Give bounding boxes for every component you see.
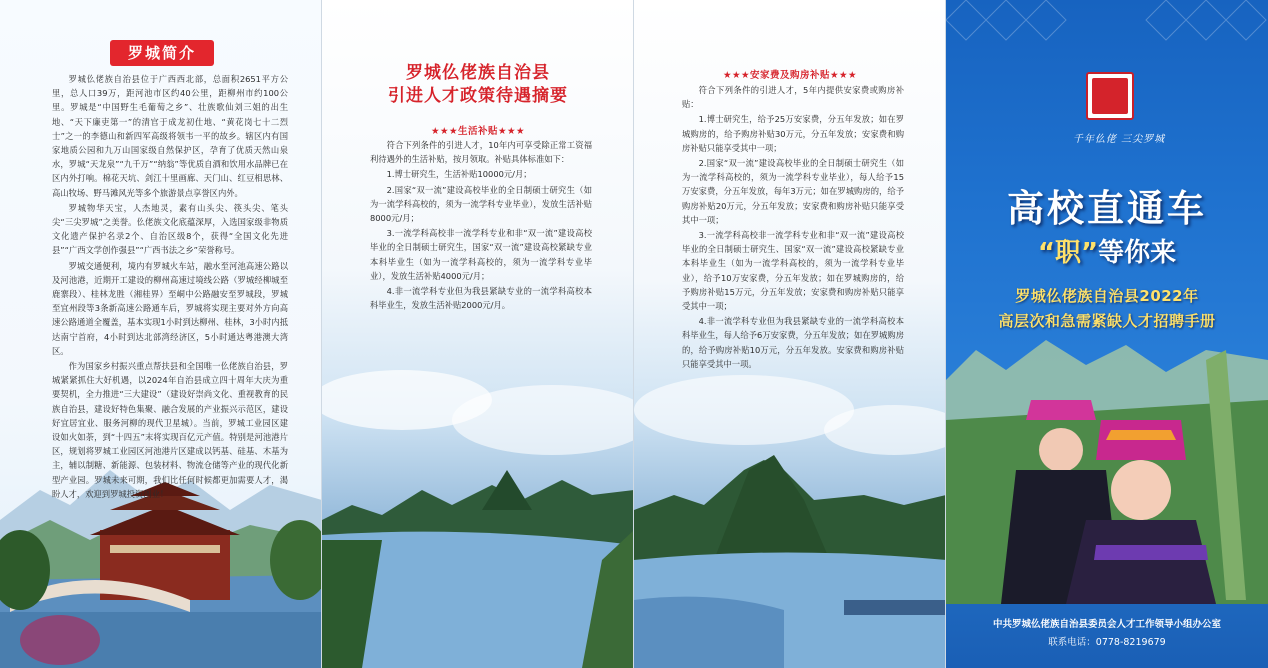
living-subsidy-heading: ★★★生活补贴★★★ bbox=[430, 126, 526, 137]
intro-paragraph: 罗城物华天宝，人杰地灵，素有山头尖、筷头尖、笔头尖“三尖罗城”之美誉。仫佬族文化底蕴深厚，入选国家级非物质文化遗产保护名录2个、自治区级8个，获得“全国文化先进县”“广西文学创作强县”“广西书法之乡”荣誉称号。 bbox=[52, 202, 288, 256]
housing-paragraph: 1.博士研究生，给予25万安家费，分五年发放；如在罗城购房的，给予购房补贴30万元，分五年发放；安家费和购房补贴只能享受其中一项； bbox=[682, 114, 904, 153]
policy-paragraph: 2.国家“双一流”建设高校毕业的全日制硕士研究生（如为一流学科高校的，须为一流学科专业毕业），发放生活补贴8000元/月； bbox=[370, 184, 592, 224]
intro-paragraph: 作为国家乡村振兴重点帮扶县和全国唯一仫佬族自治县，罗城紧紧抓住大好机遇，以2024年自治县成立四十周年大庆为重要契机，全力推进“三大建设”（建设好崇尚文化、重视教育的民族自治县，建设好特色集聚、融合发展的产业振兴示范区，建设好宜居宜业、服务河柳的现代卫星城）。当前，罗城工业园区建设如火如荼，到“十四五”末将实现百亿元产值。特别是河池港片区，规划将罗城工业园区河池港片区建成以钙基、硅基、木基为主，辅以制糖、新能源、包装材料、物流仓储等产业的现代化新型产业园。罗城未来可期，我们比任何时候都更加需要人才，渴盼人才，欢迎到罗城投资创业！ bbox=[52, 361, 288, 499]
policy-paragraph: 4.非一流学科专业但为我县紧缺专业的一流学科高校本科毕业生，发放生活补贴2000元/月。 bbox=[370, 286, 592, 311]
cover-subtitle-line1: 罗城仫佬族自治县2022年 bbox=[1015, 287, 1199, 305]
cover-slogan: 千年仫佬 三尖罗城 bbox=[1072, 134, 1166, 145]
cover-tagline-rest: 等你来 bbox=[1098, 238, 1177, 268]
intro-title: 罗城简介 bbox=[110, 40, 214, 66]
panel-housing-subsidy bbox=[634, 0, 946, 668]
cover-subtitle-line2: 高层次和急需紧缺人才招聘手册 bbox=[998, 312, 1216, 330]
housing-paragraph: 符合下列条件的引进人才，5年内提供安家费或购房补贴： bbox=[682, 85, 904, 110]
panel-introduction bbox=[0, 0, 322, 668]
cover-tagline-quote: “职” bbox=[1037, 238, 1099, 268]
cover-organization: 中共罗城仫佬族自治县委员会人才工作领导小组办公室 bbox=[992, 619, 1221, 630]
cover-logo bbox=[1086, 72, 1134, 120]
policy-paragraph: 1.博士研究生，生活补贴10000元/月； bbox=[386, 169, 532, 180]
housing-paragraph: 2.国家“双一流”建设高校毕业的全日制硕士研究生（如为一流学科高校的，须为一流学科专业毕业），每人给予15万安家费，分五年发放，每年3万元；如在罗城购房的，给予购房补贴20万元，分五年发放；安家费和购房补贴只能享受其中一项； bbox=[682, 158, 904, 225]
policy-paragraph: 3.一流学科高校非一流学科专业和非“双一流”建设高校毕业的全日制硕士研究生，国家“双一流”建设高校紧缺专业本科毕业生（如为一流学科高校的，须为一流学科专业毕业），发放生活补贴4000元/月； bbox=[370, 228, 592, 281]
policy-title bbox=[322, 62, 634, 108]
housing-subsidy-heading: ★★★安家费及购房补贴★★★ bbox=[722, 70, 858, 81]
intro-paragraph: 罗城交通便利，境内有罗城火车站，融水至河池高速公路以及河池港，近期开工建设的柳州高速过境线公路（罗城经柳城至鹿寨段）、桂林龙胜（湘桂界）至峒中公路融安至罗城段，罗城至宜州段等3条新高速公路通车后，罗城将实现主要对外方向高速公路通道全覆盖，基本实现1小时到达柳州、桂林，3小时内抵达南宁首府，4小时到达北部湾经济区，5小时通达粤港澳大湾区。 bbox=[52, 260, 288, 356]
intro-body bbox=[52, 72, 288, 502]
cover-phone: 联系电话：0778-8219679 bbox=[1048, 637, 1166, 648]
cover-tagline bbox=[946, 232, 1268, 269]
living-subsidy-body bbox=[370, 138, 592, 313]
policy-title-line1: 罗城仫佬族自治县 bbox=[406, 63, 550, 83]
intro-paragraph: 罗城仫佬族自治县位于广西西北部，总面积2651平方公里，总人口39万，距河池市区约40公里，距柳州市约100公里。罗城是“中国野生毛葡萄之乡”、壮族歌仙刘三姐的出生地、“天下廉吏第一”的清官于成龙初仕地、“黄花岗七十二烈士”之一的李德山和新四军高级将领韦一平的故乡。辖区内有国家地质公园和九万山国家级自然保护区，孕育了优质天然山泉水，罗城“天龙泉”“九千万”“纳翁”等优质自酒和饮用水品牌已在区内外打响。棉花天坑、剑江十里画廊、天门山、红豆相思林、高山牧场、野马滩风光等多个旅游景点享誉区内外。 bbox=[52, 74, 288, 198]
housing-paragraph: 4.非一流学科专业但为我县紧缺专业的一流学科高校本科毕业生，每人给予6万安家费，分五年发放；如在罗城购房的，给予购房补贴10万元，分五年发放。安家费和购房补贴只能享受其中一项。 bbox=[682, 316, 904, 369]
housing-subsidy-body bbox=[682, 83, 904, 372]
policy-title-line2: 引进人才政策待遇摘要 bbox=[388, 86, 568, 106]
policy-paragraph: 符合下列条件的引进人才，10年内可享受除正常工资福利待遇外的生活补贴，按月领取。补贴具体标准如下： bbox=[370, 140, 592, 165]
cover-main-title: 高校直通车 bbox=[1007, 187, 1207, 230]
panel-living-subsidy bbox=[322, 0, 634, 668]
housing-paragraph: 3.一流学科高校非一流学科专业和非“双一流”建设高校毕业的全日制硕士研究生、国家“双一流”建设高校紧缺专业本科毕业生（如为一流学科高校的，须为一流学科专业毕业），给予10万安家费，分五年发放；如在罗城购房的，给予购房补贴15万元，分五年发放；安家费和购房补贴只能享受其中一项； bbox=[682, 230, 904, 312]
